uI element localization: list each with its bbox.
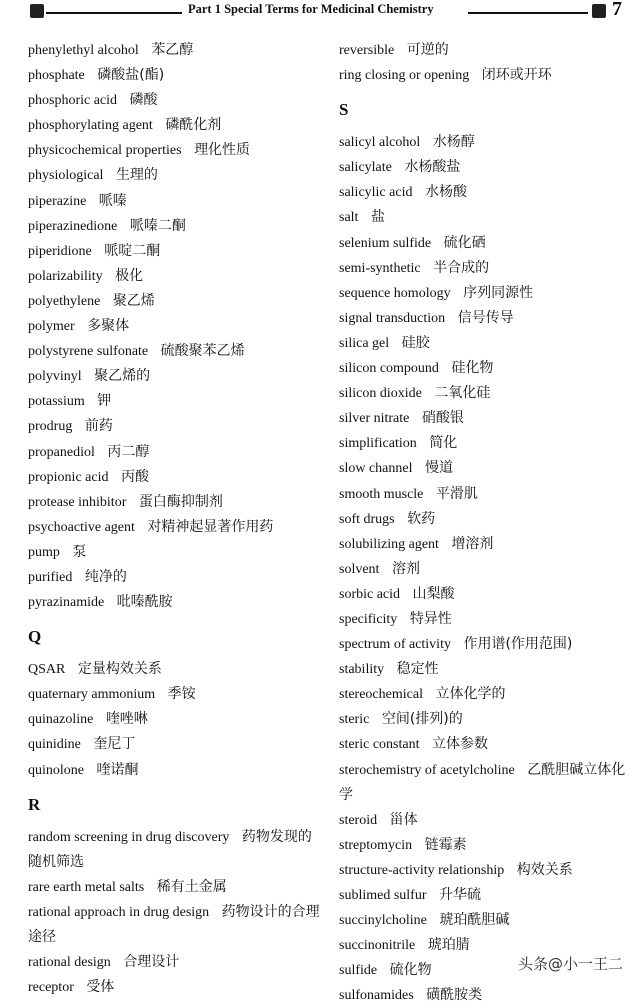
- glossary-entry: [339, 431, 629, 456]
- term-chinese: 喹唑啉: [105, 711, 148, 728]
- section-letter: S: [339, 100, 349, 120]
- term-chinese: 钾: [97, 393, 112, 410]
- glossary-entry: [339, 858, 629, 883]
- glossary-entry: [339, 557, 629, 582]
- term-chinese: 纯净的: [84, 568, 127, 585]
- term-chinese: 吡嗪酰胺: [116, 594, 173, 611]
- term-chinese: 平滑肌: [435, 485, 478, 502]
- term-english: stability: [339, 662, 385, 678]
- glossary-entry: [28, 900, 320, 950]
- glossary-entry: [339, 356, 629, 381]
- glossary-entry: [28, 540, 320, 565]
- term-english: psychoactive agent: [28, 519, 135, 535]
- term-english: polyvinyl: [28, 369, 82, 385]
- glossary-entry: [339, 406, 629, 431]
- term-chinese: 哌嗪: [98, 192, 127, 209]
- glossary-entry: [339, 306, 629, 331]
- term-english: silica gel: [339, 335, 390, 351]
- term-english: silicon dioxide: [339, 386, 422, 402]
- term-english: signal transduction: [339, 310, 446, 326]
- term-english: phosphate: [28, 68, 85, 84]
- term-english: reversible: [339, 43, 395, 58]
- term-english: soft drugs: [339, 511, 395, 527]
- glossary-entry: [339, 682, 629, 707]
- glossary-entry: [339, 983, 629, 1008]
- glossary-entry: [28, 758, 320, 783]
- term-chinese: 磷酰化剂: [165, 117, 222, 134]
- term-chinese: 立体化学的: [435, 686, 506, 703]
- term-chinese: 理化性质: [194, 142, 251, 159]
- term-english: steric constant: [339, 737, 420, 753]
- glossary-entry: [28, 264, 320, 289]
- page-number: 7: [612, 0, 622, 20]
- term-chinese: 链霉素: [424, 836, 467, 853]
- glossary-entry: [339, 180, 629, 205]
- glossary-entry: [339, 607, 629, 632]
- term-english: quinidine: [28, 737, 81, 753]
- term-chinese: 信号传导: [457, 309, 514, 326]
- term-english: steroid: [339, 812, 378, 828]
- term-english: polarizability: [28, 268, 103, 284]
- term-chinese: 可逆的: [406, 42, 449, 58]
- glossary-entry: [28, 875, 320, 900]
- glossary-entry: [339, 532, 629, 557]
- term-chinese: 甾体: [389, 811, 418, 828]
- term-chinese: 前药: [84, 418, 113, 435]
- glossary-entry: [339, 256, 629, 281]
- term-chinese: 丙酸: [120, 468, 149, 485]
- glossary-entry: [339, 632, 629, 657]
- glossary-entry: [28, 138, 320, 163]
- term-english: quaternary ammonium: [28, 687, 156, 703]
- term-chinese: 序列同源性: [463, 284, 534, 301]
- glossary-entry: [339, 63, 629, 88]
- glossary-entry: [28, 389, 320, 414]
- term-chinese: 半合成的: [433, 259, 490, 276]
- glossary-entry: [28, 88, 320, 113]
- term-english: pyrazinamide: [28, 595, 105, 611]
- term-english: salt: [339, 210, 359, 226]
- term-chinese: 喹诺酮: [96, 761, 139, 778]
- glossary-entry: [339, 231, 629, 256]
- term-english: random screening in drug discovery: [28, 829, 230, 845]
- term-english: receptor: [28, 980, 74, 996]
- term-chinese: 构效关系: [516, 861, 573, 878]
- term-chinese: 药物设计的合理途径: [28, 903, 320, 945]
- term-chinese: 升华硫: [439, 887, 481, 903]
- term-chinese: 哌嗪二酮: [129, 217, 186, 234]
- glossary-entry: [339, 381, 629, 406]
- term-english: succinylcholine: [339, 913, 427, 929]
- term-english: silver nitrate: [339, 411, 410, 427]
- term-chinese: 药物发现的随机筛选: [28, 828, 312, 870]
- term-chinese: 立体参数: [431, 736, 488, 753]
- glossary-entry: [28, 465, 320, 490]
- glossary-entry: [28, 732, 320, 757]
- term-chinese: 软药: [407, 510, 436, 527]
- glossary-entry: [28, 239, 320, 264]
- term-english: silicon compound: [339, 361, 439, 377]
- term-chinese: 二氧化硅: [434, 385, 491, 402]
- term-english: QSAR: [28, 662, 66, 678]
- glossary-entry: [339, 758, 629, 808]
- term-chinese: 磷酸: [129, 92, 158, 109]
- term-chinese: 哌啶二酮: [104, 242, 161, 259]
- term-english: salicylic acid: [339, 185, 413, 201]
- glossary-column-left: [28, 38, 320, 1000]
- term-english: rare earth metal salts: [28, 879, 145, 895]
- term-english: phenylethyl alcohol: [28, 43, 139, 58]
- term-english: purified: [28, 569, 73, 585]
- term-english: piperidione: [28, 243, 92, 259]
- glossary-entry: [28, 490, 320, 515]
- term-english: stereochemical: [339, 687, 423, 703]
- term-english: quinazoline: [28, 712, 94, 728]
- term-english: sublimed sulfur: [339, 888, 427, 903]
- glossary-entry: [339, 908, 629, 933]
- glossary-entry: [28, 364, 320, 389]
- term-chinese: 季铵: [167, 686, 196, 703]
- term-english: sulfonamides: [339, 988, 414, 1004]
- glossary-entry: [28, 339, 320, 364]
- glossary-entry: [28, 590, 320, 615]
- term-chinese: 水杨酸: [424, 184, 467, 201]
- term-chinese: 定量构效关系: [77, 661, 162, 678]
- term-english: piperazine: [28, 193, 87, 209]
- watermark: 头条@小一王二: [515, 952, 626, 975]
- term-english: steric: [339, 712, 370, 728]
- term-chinese: 硫化硒: [443, 234, 486, 251]
- term-english: physiological: [28, 168, 104, 184]
- glossary-entry: [28, 950, 320, 975]
- term-chinese: 聚乙烯的: [94, 368, 151, 385]
- term-chinese: 作用谱(作用范围): [463, 636, 573, 653]
- glossary-entry: [339, 130, 629, 155]
- section-letter: Q: [28, 627, 42, 647]
- term-chinese: 聚乙烯: [112, 292, 155, 309]
- term-english: ring closing or opening: [339, 68, 470, 84]
- term-chinese: 泵: [72, 543, 87, 560]
- glossary-entry: [339, 38, 629, 63]
- term-chinese: 慢道: [424, 460, 453, 477]
- term-chinese: 奎尼丁: [93, 736, 136, 753]
- term-chinese: 水杨酸盐: [404, 159, 461, 176]
- term-english: propionic acid: [28, 469, 109, 485]
- glossary-entry: [339, 205, 629, 230]
- term-english: specificity: [339, 611, 398, 627]
- term-chinese: 苯乙醇: [151, 42, 194, 58]
- section-letter: R: [28, 794, 41, 814]
- term-english: propanediol: [28, 444, 95, 460]
- glossary-entry: [28, 214, 320, 239]
- term-chinese: 硝酸银: [421, 410, 464, 427]
- glossary-entry: [28, 189, 320, 214]
- term-chinese: 琥珀酰胆碱: [439, 912, 510, 929]
- term-english: simplification: [339, 436, 417, 452]
- term-chinese: 简化: [429, 435, 458, 452]
- term-english: quinolone: [28, 762, 84, 778]
- term-english: piperazinedione: [28, 218, 118, 234]
- glossary-entry: [339, 732, 629, 757]
- glossary-entry: [339, 281, 629, 306]
- term-english: salicyl alcohol: [339, 135, 421, 151]
- term-english: polymer: [28, 319, 75, 335]
- term-english: slow channel: [339, 461, 413, 477]
- term-english: phosphorylating agent: [28, 118, 153, 134]
- term-chinese: 极化: [115, 267, 144, 284]
- term-chinese: 受体: [86, 979, 115, 996]
- term-chinese: 水杨醇: [432, 134, 475, 151]
- glossary-entry: [28, 314, 320, 339]
- term-chinese: 硫化物: [389, 962, 432, 979]
- glossary-entry: [28, 682, 320, 707]
- term-english: protease inhibitor: [28, 494, 127, 510]
- term-english: salicylate: [339, 160, 392, 176]
- term-english: polystyrene sulfonate: [28, 344, 149, 360]
- term-english: solvent: [339, 561, 380, 577]
- glossary-entry: [339, 833, 629, 858]
- term-english: prodrug: [28, 419, 73, 435]
- term-english: structure-activity relationship: [339, 862, 505, 878]
- term-chinese: 山梨酸: [412, 585, 455, 602]
- term-english: pump: [28, 544, 60, 560]
- glossary-entry: [28, 440, 320, 465]
- glossary-entry: [339, 456, 629, 481]
- term-chinese: 硅胶: [401, 334, 430, 351]
- glossary-entry: [28, 975, 320, 1000]
- term-english: sequence homology: [339, 285, 451, 301]
- term-english: rational design: [28, 955, 111, 971]
- glossary-entry: [339, 482, 629, 507]
- term-english: solubilizing agent: [339, 536, 439, 552]
- term-english: semi-synthetic: [339, 260, 421, 276]
- term-english: sulfide: [339, 963, 378, 979]
- term-english: phosphoric acid: [28, 93, 118, 109]
- term-chinese: 硫酸聚苯乙烯: [160, 343, 245, 360]
- term-english: potassium: [28, 394, 85, 410]
- glossary-entry: [28, 414, 320, 439]
- glossary-column-right: [339, 38, 629, 1008]
- header-ornament-left: [30, 4, 44, 18]
- term-chinese: 空间(排列)的: [381, 711, 463, 728]
- glossary-entry: [28, 38, 320, 63]
- term-chinese: 合理设计: [123, 954, 180, 971]
- glossary-entry: [339, 883, 629, 908]
- glossary-entry: [339, 582, 629, 607]
- term-chinese: 琥珀腈: [427, 937, 470, 954]
- glossary-entry: [339, 808, 629, 833]
- glossary-entry: [339, 707, 629, 732]
- term-chinese: 对精神起显著作用药: [147, 518, 274, 535]
- glossary-entry: [28, 707, 320, 732]
- term-english: polyethylene: [28, 293, 101, 309]
- term-chinese: 闭环或开环: [481, 67, 552, 84]
- term-english: sorbic acid: [339, 586, 401, 602]
- running-title: Part 1 Special Terms for Medicinal Chemistry: [188, 2, 434, 16]
- term-chinese: 稳定性: [396, 661, 439, 678]
- term-chinese: 生理的: [115, 167, 158, 184]
- term-chinese: 丙二醇: [107, 443, 150, 460]
- term-english: rational approach in drug design: [28, 904, 210, 920]
- term-chinese: 磺酰胺类: [426, 987, 483, 1004]
- term-english: streptomycin: [339, 837, 413, 853]
- term-english: smooth muscle: [339, 486, 424, 502]
- header-ornament-right: [592, 4, 606, 18]
- term-chinese: 硅化物: [451, 360, 494, 377]
- glossary-entry: [28, 63, 320, 88]
- term-english: spectrum of activity: [339, 637, 451, 653]
- term-chinese: 磷酸盐(酯): [97, 67, 165, 84]
- glossary-entry: [28, 657, 320, 682]
- term-chinese: 盐: [370, 209, 385, 226]
- glossary-entry: [28, 163, 320, 188]
- term-chinese: 多聚体: [87, 318, 130, 335]
- header-rule-left: [46, 12, 182, 14]
- term-english: succinonitrile: [339, 938, 416, 954]
- term-chinese: 溶剂: [391, 560, 420, 577]
- glossary-entry: [28, 825, 320, 875]
- term-chinese: 特异性: [409, 610, 452, 627]
- page-header: [0, 0, 640, 26]
- glossary-entry: [28, 565, 320, 590]
- term-chinese: 稀有土金属: [156, 878, 227, 895]
- term-chinese: 增溶剂: [451, 535, 494, 552]
- term-english: physicochemical properties: [28, 143, 182, 159]
- glossary-entry: [339, 507, 629, 532]
- glossary-entry: [28, 113, 320, 138]
- term-english: selenium sulfide: [339, 235, 432, 251]
- glossary-entry: [339, 155, 629, 180]
- term-chinese: 蛋白酶抑制剂: [138, 493, 223, 510]
- glossary-entry: [339, 331, 629, 356]
- glossary-entry: [28, 515, 320, 540]
- term-chinese: 乙酰胆碱立体化学: [339, 761, 626, 803]
- glossary-entry: [339, 657, 629, 682]
- term-english: sterochemistry of acetylcholine: [339, 762, 515, 778]
- glossary-entry: [28, 289, 320, 314]
- header-rule-right: [468, 12, 588, 14]
